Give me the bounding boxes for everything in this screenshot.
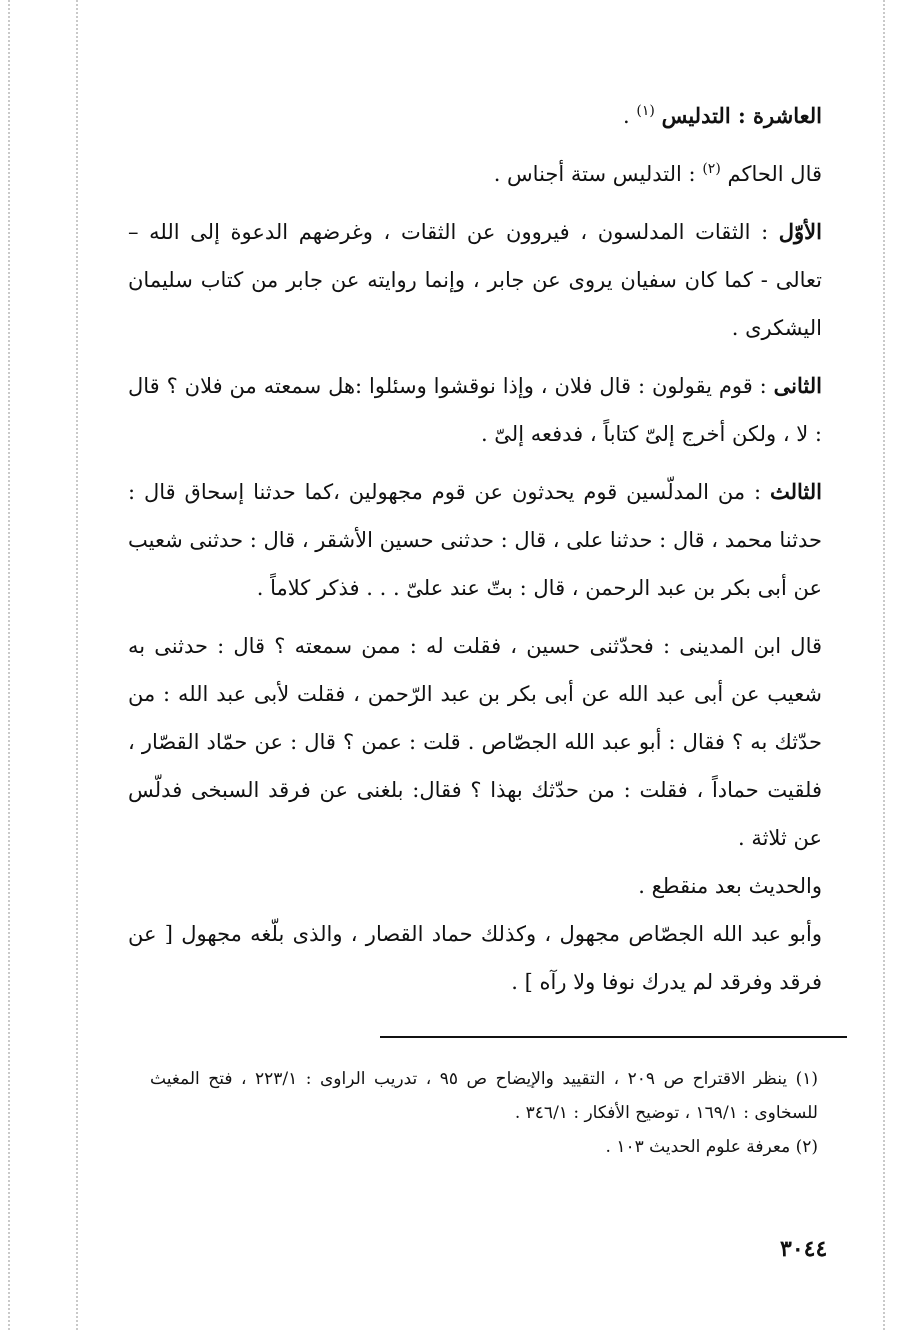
footnote-ref: (٢) [702,161,721,177]
intro-paragraph [128,150,822,198]
body-paragraph: والحديث بعد منقطع . [638,874,822,898]
section-first [128,208,822,352]
heading-label: العاشرة : التدليس [661,103,822,128]
body-paragraph: وأبو عبد الله الجصّاص مجهول ، وكذلك حماد القصار ، والذى بلّغه مجهول [ عن فرقد وفرقد لم يدرك نوفا ولا رآه ] . [128,922,822,994]
margin-dotted-line [76,0,78,1330]
body-paragraph: قال ابن المدينى : فحدّثنى حسين ، فقلت له : ممن سمعته ؟ قال : حدثنى به شعيب عن أبى عبد الله عن أبى بكر بن عبد الرّحمن ، فقلت لأبى عبد الله : من حدّثك به ؟ فقال : أبو عبد الله الجصّاص . قلت : عمن ؟ قال : عن حمّاد القصّار ، فلقيت حماداً ، فقلت : من حدّثك بهذا ؟ فقال: بلغنى عن فرقد السبخى فدلّس عن ثلاثة . [128,634,822,850]
section-text: : الثقات المدلسون ، فيروون عن الثقات ، وغرضهم الدعوة إلى الله – تعالى - كما كان سفيان يروى عن جابر ، وإنما روايته عن جابر من كتاب سليمان اليشكرى . [128,220,822,340]
footnote-ref: (١) [636,103,655,119]
intro-text-before: قال الحاكم [727,162,822,186]
heading-tail: . [623,104,630,128]
margin-dotted-line [8,0,10,1330]
section-label: الثالث [770,479,823,504]
section-second [128,362,822,458]
footnotes [150,1062,818,1164]
section-third [128,468,822,612]
section-heading [128,92,822,140]
margin-dotted-line [883,0,885,1330]
intro-text-after: : التدليس ستة أجناس . [493,162,696,186]
footnote: (١) ينظر الاقتراح ص ٢٠٩ ، التقييد والإيضاح ص ٩٥ ، تدريب الراوى : ٢٢٣/١ ، فتح المغيث للسخاوى : ١٦٩/١ ، توضيح الأفكار : ٣٤٦/١ . [150,1069,818,1123]
main-text [128,92,822,1006]
section-text: : قوم يقولون : قال فلان ، وإذا نوقشوا وسئلوا :هل سمعته من فلان ؟ قال : لا ، ولكن أخرج إلىّ كتاباً ، فدفعه إلىّ . [128,374,822,446]
section-label: الأوّل [778,219,822,244]
footnote: (٢) معرفة علوم الحديث ١٠٣ . [605,1137,818,1157]
section-label: الثانى [773,373,822,398]
page-number: ٣٠٤٤ [780,1236,828,1262]
section-text: : من المدلّسين قوم يحدثون عن قوم مجهولين ،كما حدثنا إسحاق قال : حدثنا محمد ، قال : حدثنا على ، قال : حدثنى حسين الأشقر ، قال : حدثنى شعيب عن أبى بكر بن عبد الرحمن ، قال : بتّ عند علىّ . . . فذكر كلاماً . [128,480,822,600]
footnote-divider [380,1036,847,1038]
